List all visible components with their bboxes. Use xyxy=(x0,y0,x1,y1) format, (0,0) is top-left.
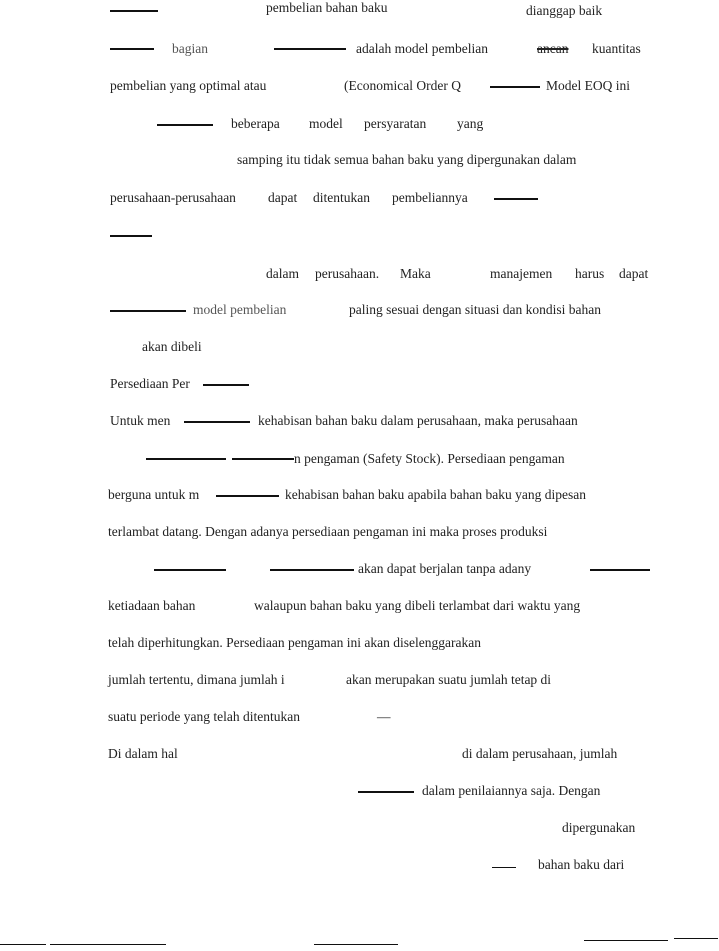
text-fragment: akan merupakan suatu jumlah tetap di xyxy=(346,672,552,687)
footer-line xyxy=(314,944,398,945)
text-fragment: di dalam perusahaan, jumlah xyxy=(462,746,618,761)
text-fragment: berguna untuk m xyxy=(108,487,200,502)
redaction-line xyxy=(184,421,250,423)
footer-line xyxy=(0,944,46,945)
footer-line xyxy=(584,940,668,941)
text-fragment: kehabisan bahan baku apabila bahan baku yang dipesan xyxy=(285,487,587,502)
redaction-line xyxy=(110,10,158,12)
text-fragment: Maka xyxy=(400,266,431,281)
text-fragment: adalah model pembelian xyxy=(356,41,488,56)
text-fragment: akan dibeli xyxy=(142,339,202,354)
text-fragment: akan dapat berjalan tanpa adany xyxy=(358,561,532,576)
text-fragment: ancan xyxy=(537,41,569,56)
text-fragment: ketiadaan bahan xyxy=(108,598,196,613)
text-fragment: pembeliannya xyxy=(392,190,468,205)
text-fragment: manajemen xyxy=(490,266,553,281)
text-fragment: model pembelian xyxy=(193,302,287,317)
text-fragment: Model EOQ ini xyxy=(546,78,630,93)
text-fragment: perusahaan-perusahaan xyxy=(110,190,236,205)
text-fragment: kehabisan bahan baku dalam perusahaan, maka perusahaan xyxy=(258,413,578,428)
redaction-line xyxy=(157,124,213,126)
text-fragment: — xyxy=(377,709,391,724)
text-fragment: Untuk men xyxy=(110,413,171,428)
text-fragment: jumlah tertentu, dimana jumlah i xyxy=(108,672,285,687)
text-fragment: suatu periode yang telah ditentukan xyxy=(108,709,300,724)
text-fragment: harus xyxy=(575,266,605,281)
redaction-line xyxy=(110,310,186,312)
text-fragment: terlambat datang. Dengan adanya persediaan pengaman ini maka proses produksi xyxy=(108,524,548,539)
redaction-line xyxy=(146,458,226,460)
text-fragment: samping itu tidak semua bahan baku yang dipergunakan dalam xyxy=(237,152,577,167)
text-fragment: dalam xyxy=(266,266,299,281)
text-fragment: bahan baku dari xyxy=(538,857,625,872)
text-fragment: pembelian bahan baku xyxy=(266,0,388,15)
text-fragment: perusahaan. xyxy=(315,266,380,281)
text-fragment: n pengaman (Safety Stock). Persediaan pengaman xyxy=(294,451,565,466)
redaction-line xyxy=(590,569,650,571)
redaction-line xyxy=(358,791,414,793)
text-fragment: dapat xyxy=(619,266,649,281)
text-fragment: paling sesuai dengan situasi dan kondisi bahan xyxy=(349,302,601,317)
text-fragment: dapat xyxy=(268,190,298,205)
text-fragment: model xyxy=(309,116,343,131)
redaction-line xyxy=(216,495,279,497)
redaction-line xyxy=(154,569,226,571)
text-fragment: telah diperhitungkan. Persediaan pengaman ini akan diselenggarakan xyxy=(108,635,481,650)
text-fragment: ditentukan xyxy=(313,190,370,205)
text-fragment: dalam penilaiannya saja. Dengan xyxy=(422,783,601,798)
text-fragment: Di dalam hal xyxy=(108,746,178,761)
text-fragment: beberapa xyxy=(231,116,280,131)
text-fragment: (Economical Order Q xyxy=(344,78,461,93)
text-fragment: Persediaan Per xyxy=(110,376,190,391)
text-fragment: walaupun bahan baku yang dibeli terlambat dari waktu yang xyxy=(254,598,581,613)
footer-line xyxy=(50,944,166,945)
redaction-line xyxy=(494,198,538,200)
redaction-line xyxy=(490,86,540,88)
redaction-line xyxy=(232,458,294,460)
redaction-line xyxy=(492,867,516,868)
text-fragment: dianggap baik xyxy=(526,3,603,18)
text-fragment: kuantitas xyxy=(592,41,641,56)
text-fragment: dipergunakan xyxy=(562,820,636,835)
redaction-line xyxy=(270,569,354,571)
text-fragment: yang xyxy=(457,116,484,131)
redaction-line xyxy=(110,48,154,50)
redaction-line xyxy=(110,235,152,237)
text-fragment: persyaratan xyxy=(364,116,427,131)
redaction-line xyxy=(274,48,346,50)
text-fragment: bagian xyxy=(172,41,208,56)
footer-line xyxy=(674,938,718,939)
redaction-line xyxy=(203,384,249,386)
text-fragment: pembelian yang optimal atau xyxy=(110,78,267,93)
